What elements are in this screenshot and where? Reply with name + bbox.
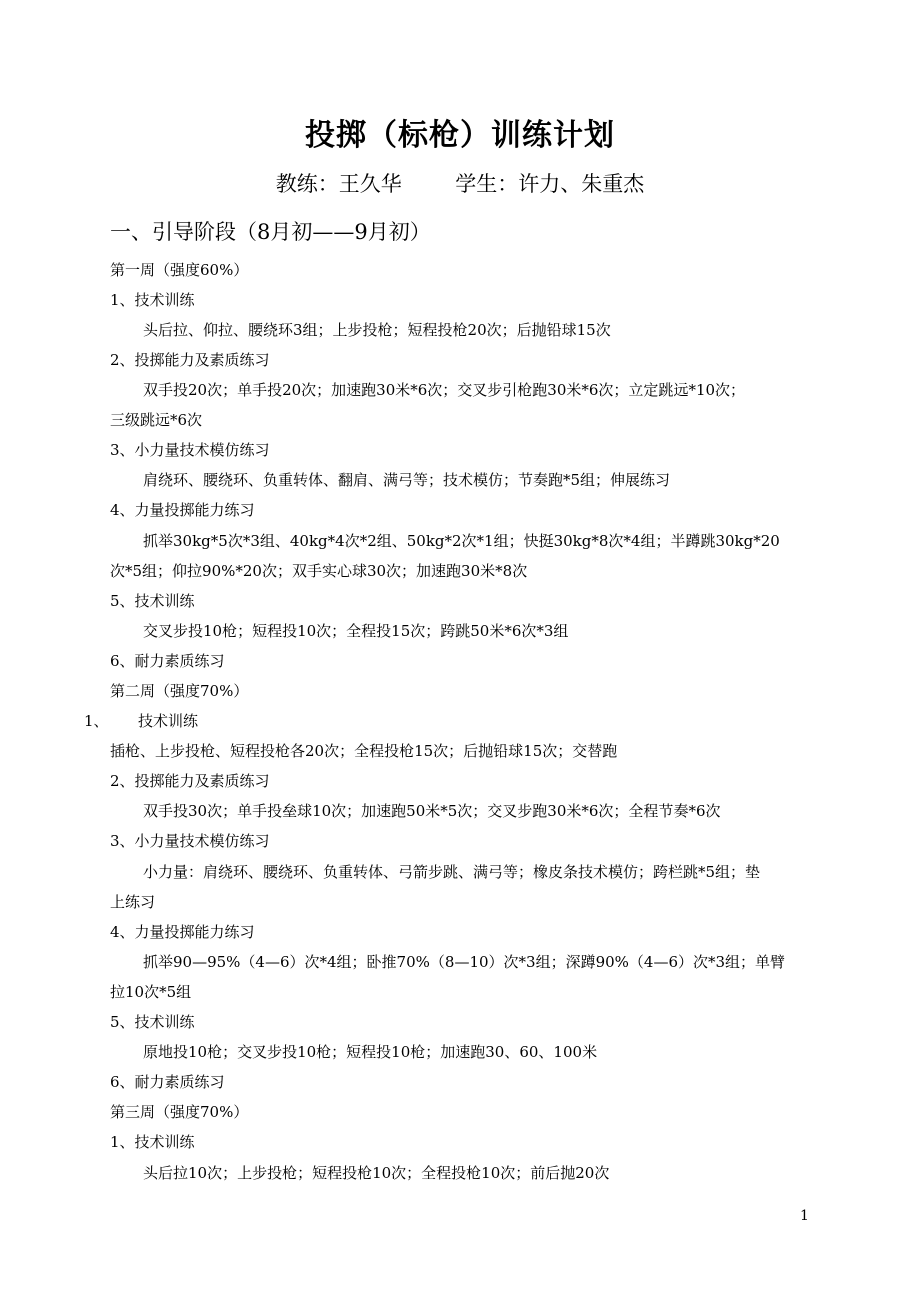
item-heading: 4、力量投掷能力练习 — [110, 501, 255, 519]
item-body-continued: 次*5组；仰拉90%*20次；双手实心球30次；加速跑30米*8次 — [110, 562, 528, 580]
item-heading: 技术训练 — [138, 712, 199, 730]
item-body: 插枪、上步投枪、短程投枪各20次；全程投枪15次；后抛铅球15次；交替跑 — [110, 742, 618, 760]
item-heading: 6、耐力素质练习 — [110, 652, 225, 670]
item-heading: 5、技术训练 — [110, 592, 195, 610]
item-heading: 4、力量投掷能力练习 — [110, 923, 255, 941]
item-body-continued: 上练习 — [110, 893, 156, 911]
item-body: 抓举30kg*5次*3组、40kg*4次*2组、50kg*2次*1组；快挺30kg*8次*4组；半蹲跳30kg*20 — [143, 532, 780, 550]
item-number: 1、 — [84, 712, 109, 730]
item-heading: 2、投掷能力及素质练习 — [110, 772, 270, 790]
item-body: 双手投20次；单手投20次；加速跑30米*6次；交叉步引枪跑30米*6次；立定跳远*10次； — [143, 381, 746, 399]
item-body: 抓举90—95%（4—6）次*4组；卧推70%（8—10）次*3组；深蹲90%（4—6）次*3组；单臂 — [143, 953, 786, 971]
item-heading: 1、技术训练 — [110, 291, 195, 309]
item-body-continued: 拉10次*5组 — [110, 983, 192, 1001]
item-heading: 6、耐力素质练习 — [110, 1073, 225, 1091]
item-body: 头后拉、仰拉、腰绕环3组；上步投枪；短程投枪20次；后抛铅球15次 — [143, 321, 611, 339]
item-body: 小力量：肩绕环、腰绕环、负重转体、弓箭步跳、满弓等；橡皮条技术模仿；跨栏跳*5组；垫 — [143, 863, 761, 881]
week-heading: 第一周（强度60%） — [110, 261, 249, 279]
week-heading: 第二周（强度70%） — [110, 682, 249, 700]
item-body: 交叉步投10枪；短程投10次；全程投15次；跨跳50米*6次*3组 — [143, 622, 569, 640]
item-body: 原地投10枪；交叉步投10枪；短程投10枪；加速跑30、60、100米 — [143, 1043, 598, 1061]
item-heading: 3、小力量技术模仿练习 — [110, 832, 270, 850]
page-number: 1 — [800, 1208, 809, 1224]
item-body: 双手投30次；单手投垒球10次；加速跑50米*5次；交叉步跑30米*6次；全程节奏*6次 — [143, 802, 721, 820]
section-heading: 一、引导阶段（8月初——9月初） — [110, 220, 431, 244]
page-title: 投掷（标枪）训练计划 — [305, 118, 615, 153]
item-heading: 2、投掷能力及素质练习 — [110, 351, 270, 369]
week-heading: 第三周（强度70%） — [110, 1103, 249, 1121]
page-subtitle: 教练：王久华 学生：许力、朱重杰 — [275, 172, 645, 196]
item-heading: 1、技术训练 — [110, 1133, 195, 1151]
item-body-continued: 三级跳远*6次 — [110, 411, 203, 429]
item-heading: 5、技术训练 — [110, 1013, 195, 1031]
item-body: 肩绕环、腰绕环、负重转体、翻肩、满弓等；技术模仿；节奏跑*5组；伸展练习 — [143, 471, 671, 489]
item-heading: 3、小力量技术模仿练习 — [110, 441, 270, 459]
item-body: 头后拉10次；上步投枪；短程投枪10次；全程投枪10次；前后抛20次 — [143, 1164, 610, 1182]
